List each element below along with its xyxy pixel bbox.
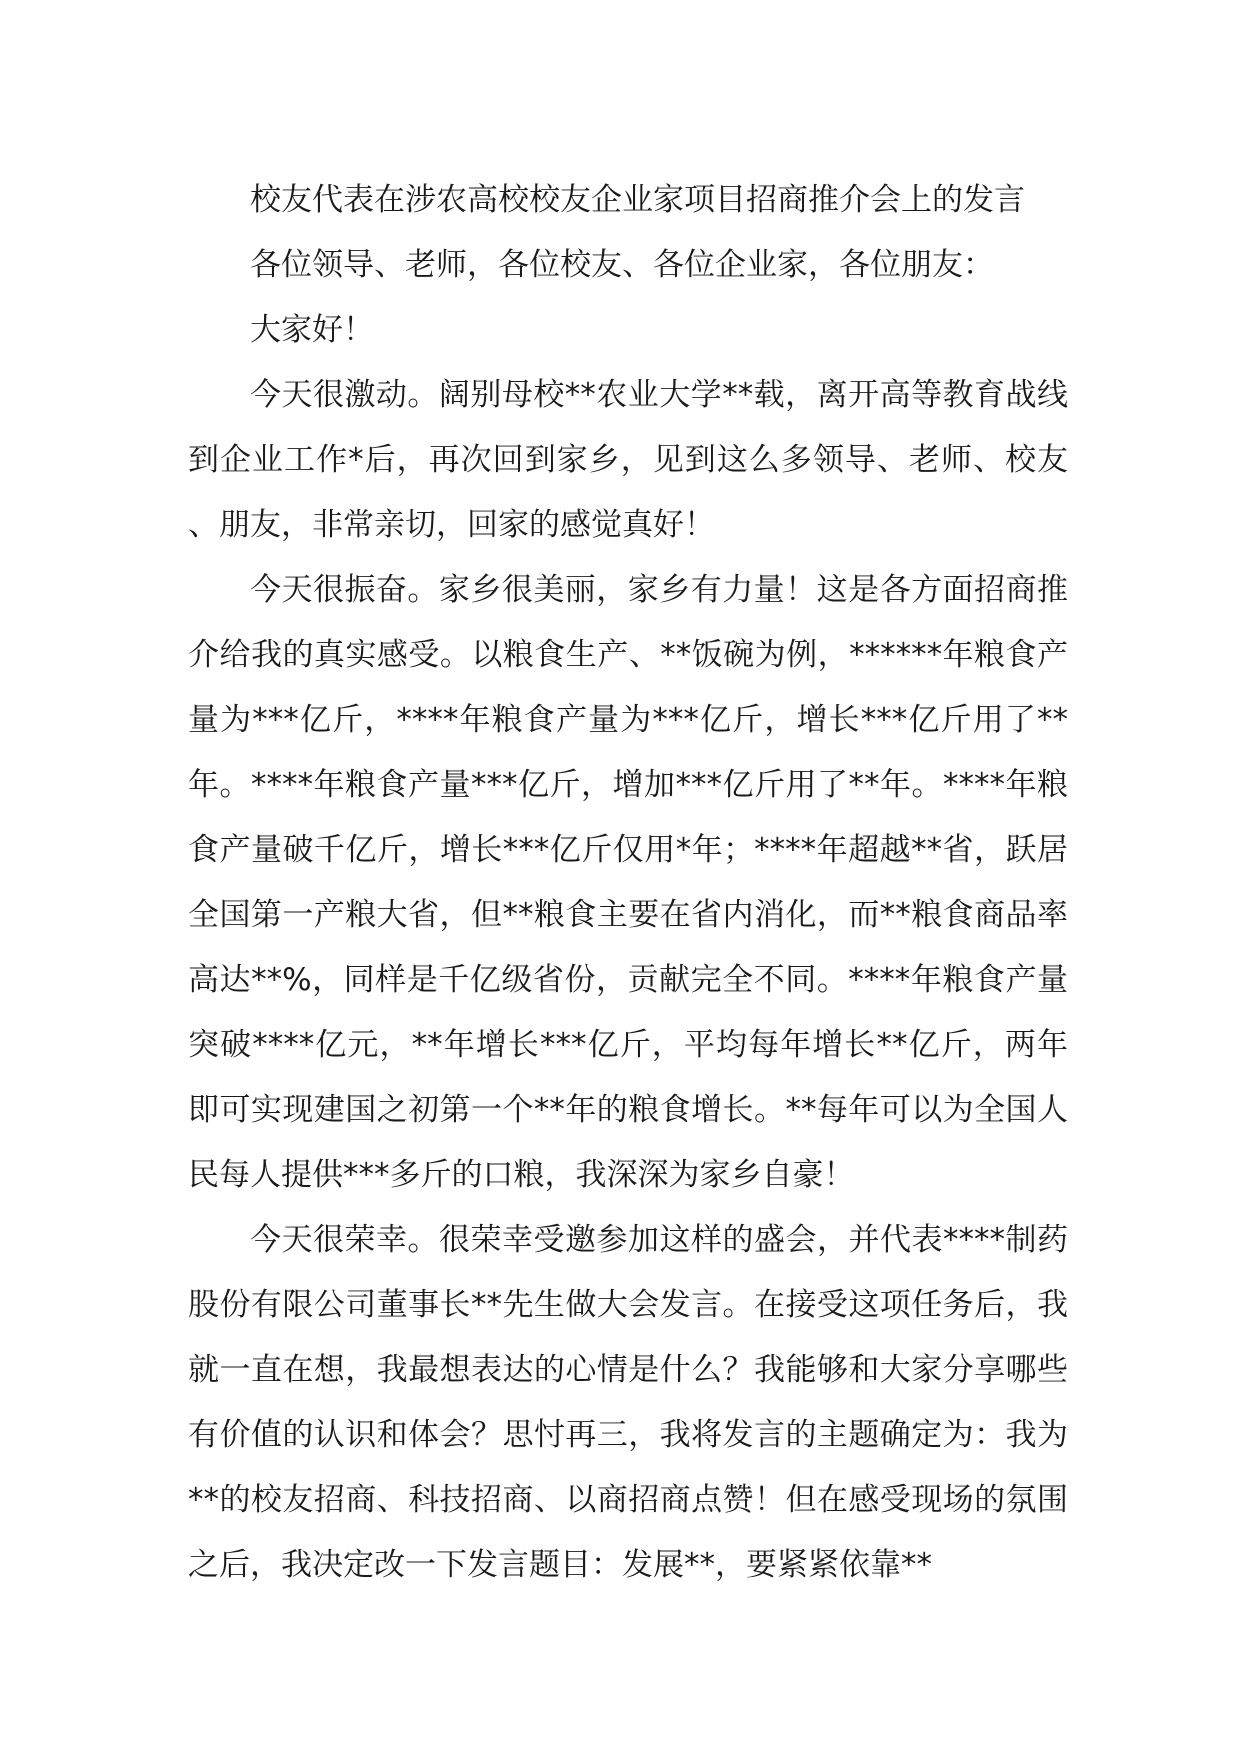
paragraph: 今天很振奋。家乡很美丽，家乡有力量！这是各方面招商推介给我的真实感受。以粮食生产、**饭碗为例，******年粮食产量为***亿斤，****年粮食产量为***亿斤，增长***亿斤用了**年。****年粮食产量***亿斤，增加***亿斤用了**年。****年粮食产量破千亿斤，增长***亿斤仅用*年；****年超越**省，跃居全国第一产粮大省，但**粮食主要在省内消化，而**粮食商品率高达**%，同样是千亿级省份，贡献完全不同。****年粮食产量突破****亿元，**年增长***亿斤，平均每年增长**亿斤，两年即可实现建国之初第一个**年的粮食增长。**每年可以为全国人民每人提供***多斤的口粮，我深深为家乡自豪！ bbox=[188, 572, 1068, 1193]
document-title: 校友代表在涉农高校校友企业家项目招商推介会上的发言 bbox=[250, 182, 1025, 218]
salutation: 各位领导、老师，各位校友、各位企业家，各位朋友： bbox=[250, 247, 994, 283]
paragraph: 今天很激动。阔别母校**农业大学**载，离开高等教育战线到企业工作*后，再次回到家乡，见到这么多领导、老师、校友、朋友，非常亲切，回家的感觉真好！ bbox=[188, 377, 1068, 543]
paragraph: 今天很荣幸。很荣幸受邀参加这样的盛会，并代表****制药股份有限公司董事长**先生做大会发言。在接受这项任务后，我就一直在想，我最想表达的心情是什么？我能够和大家分享哪些有价值的认识和体会？思忖再三，我将发言的主题确定为：我为**的校友招商、科技招商、以商招商点赞！但在感受现场的氛围之后，我决定改一下发言题目：发展**，要紧紧依靠** bbox=[188, 1222, 1068, 1583]
document-body bbox=[188, 168, 1068, 1598]
greeting: 大家好！ bbox=[250, 312, 374, 348]
